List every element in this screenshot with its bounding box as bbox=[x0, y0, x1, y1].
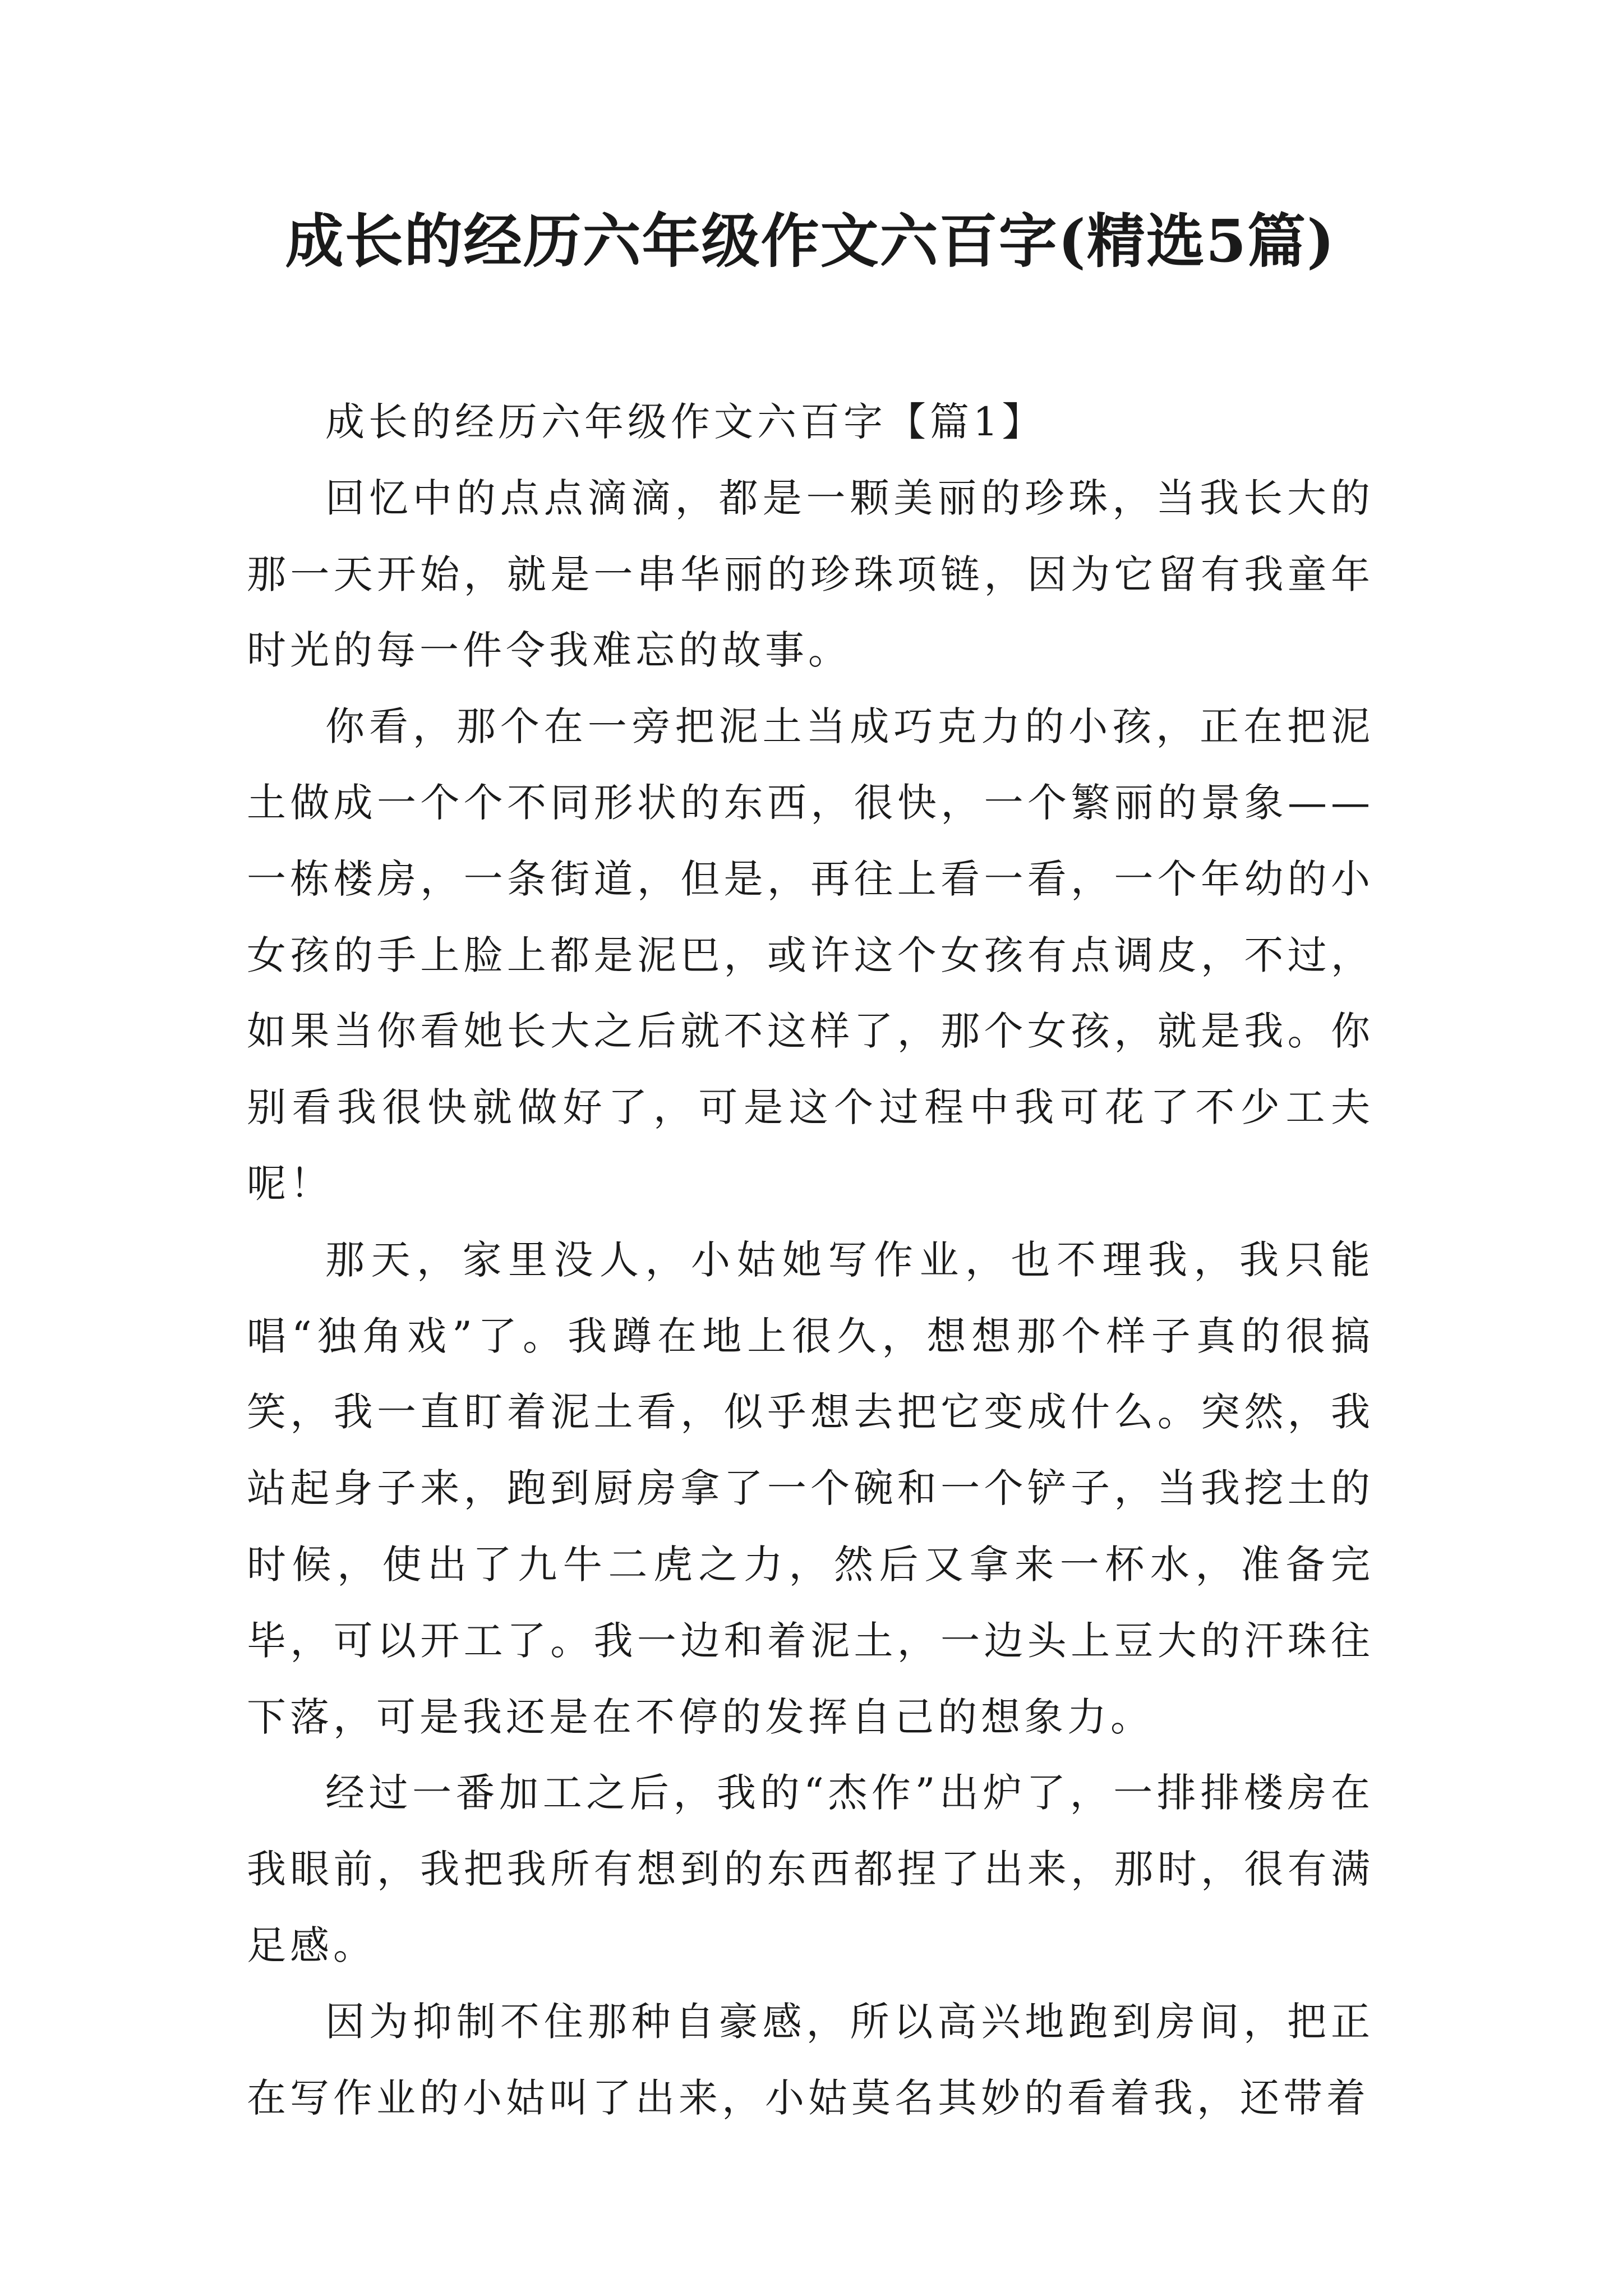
paragraph: 因为抑制不住那种自豪感，所以高兴地跑到房间，把正在写作业的小姑叫了出来，小姑莫名其妙的看着我，还带着 bbox=[247, 1998, 1374, 2121]
paragraph: 回忆中的点点滴滴，都是一颗美丽的珍珠，当我长大的那一天开始，就是一串华丽的珍珠项链，因为它留有我童年时光的每一件令我难忘的故事。 bbox=[247, 475, 1374, 674]
paragraph: 经过一番加工之后，我的“杰作”出炉了，一排排楼房在我眼前，我把我所有想到的东西都捏了出来，那时，很有满足感。 bbox=[247, 1770, 1374, 1968]
document-title: 成长的经历六年级作文六百字(精选5篇) bbox=[285, 206, 1336, 275]
section-heading: 成长的经历六年级作文六百字【篇1】 bbox=[325, 399, 1045, 445]
paragraph: 你看，那个在一旁把泥土当成巧克力的小孩，正在把泥土做成一个个不同形状的东西，很快，一个繁丽的景象——一栋楼房，一条街道，但是，再往上看一看，一个年幼的小女孩的手上脸上都是泥巴，或许这个女孩有点调皮，不过，如果当你看她长大之后就不这样了，那个女孩，就是我。你别看我很快就做好了，可是这个过程中我可花了不少工夫呢！ bbox=[247, 703, 1374, 1207]
document-body bbox=[247, 384, 1374, 2136]
paragraph: 那天，家里没人，小姑她写作业，也不理我，我只能唱“独角戏”了。我蹲在地上很久，想想那个样子真的很搞笑，我一直盯着泥土看，似乎想去把它变成什么。突然，我站起身子来，跑到厨房拿了一个碗和一个铲子，当我挖土的时候，使出了九牛二虎之力，然后又拿来一杯水，准备完毕，可以开工了。我一边和着泥土，一边头上豆大的汗珠往下落，可是我还是在不停的发挥自己的想象力。 bbox=[247, 1236, 1374, 1740]
